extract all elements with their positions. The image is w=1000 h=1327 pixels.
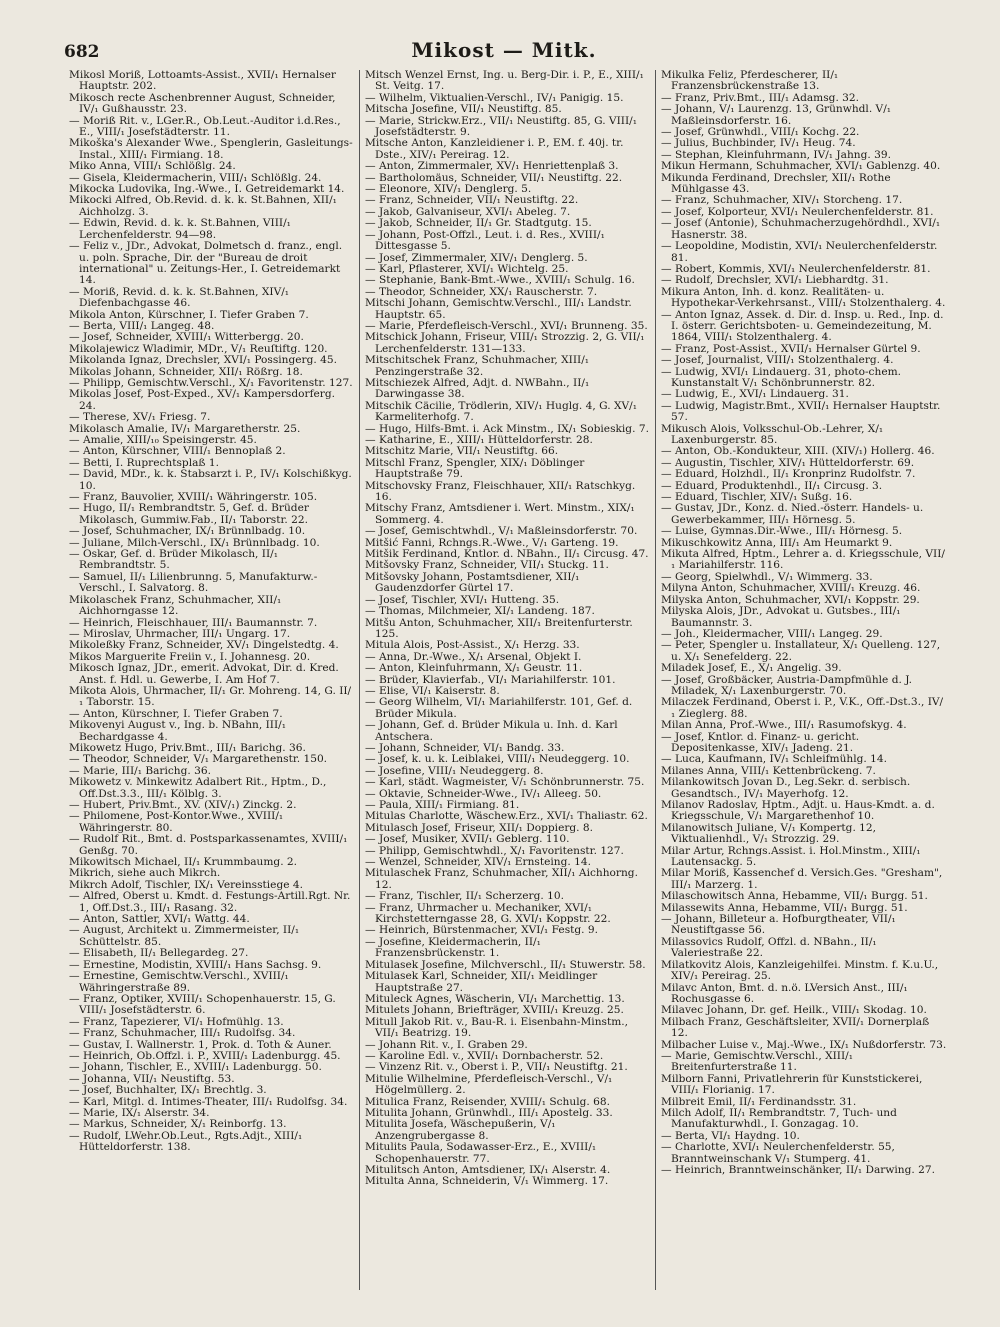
directory-entry: — Joh., Kleidermacher, VIII/₁ Langeg. 29. bbox=[661, 627, 883, 640]
directory-entry: — Anton, Zimmermaler, XV/₁ Henriettenplaß 3. bbox=[365, 160, 619, 173]
directory-entry: — Karl, städt. Wagmeister, V/₁ Schönbrunnerstr. 75. bbox=[365, 776, 645, 789]
directory-entry: — Elisabeth, II/₁ Bellegardeg. 27. bbox=[69, 947, 249, 960]
directory-entry: — Philipp, Gemischtw.Verschl., X/₁ Favoritenstr. 127. bbox=[69, 376, 353, 389]
directory-entry: — Rudolf, Drechsler, XVI/₁ Liebhardtg. 31. bbox=[661, 274, 889, 287]
directory-entry: Milyska Anton, Schuhmacher, XVI/₁ Koppstr. 29. bbox=[661, 593, 920, 606]
directory-entry: — Jakob, Schneider, II/₁ Gr. Stadtgutg. 15. bbox=[365, 217, 592, 230]
directory-entry: — Josef, Musiker, XVII/₁ Geblerg. 110. bbox=[365, 833, 570, 846]
directory-entry: Mikusch Alois, Volksschul-Ob.-Lehrer, X/₁ Laxenburgerstr. 85. bbox=[661, 422, 884, 446]
directory-entry: — Marie, Pferdefleisch-Verschl., XVI/₁ Brunneng. 35. bbox=[365, 319, 648, 332]
directory-entry: — August, Architekt u. Zimmermeister, II/₁ Schüttelstr. 85. bbox=[69, 924, 300, 948]
directory-entry: — Hugo, II/₁ Rembrandtstr. 5, Gef. d. Brüder Mikolasch, Gummiw.Fab., II/₁ Taborstr. 22. bbox=[69, 502, 309, 526]
directory-entry: Mitulaschek Franz, Schuhmacher, XII/₁ Aichhorng. 12. bbox=[365, 867, 638, 891]
directory-entry: Mitschitschek Franz, Schuhmacher, XIII/₁ Penzingerstraße 32. bbox=[365, 354, 590, 378]
directory-entry: Milan Anna, Prof.-Wwe., III/₁ Rasumofskyg. 4. bbox=[661, 719, 907, 732]
directory-entry: — Josef, Schneider, XVIII/₁ Witterbergg. 20. bbox=[69, 331, 304, 344]
directory-entry: Milanes Anna, VIII/₁ Kettenbrückeng. 7. bbox=[661, 764, 876, 777]
directory-entry: — Marie, Gemischtw.Verschl., XIII/₁ Breitenfurterstraße 11. bbox=[661, 1049, 853, 1074]
directory-entry: — Johann, Schneider, VI/₁ Bandg. 33. bbox=[365, 741, 565, 754]
directory-entry: Mikuschkowitz Anna, III/₁ Am Heumarkt 9. bbox=[661, 536, 893, 549]
directory-entry: — Elise, VI/₁ Kaiserstr. 8. bbox=[365, 684, 500, 697]
directory-entry: — Markus, Schneider, X/₁ Reinborfg. 13. bbox=[69, 1118, 287, 1131]
directory-entry: Mitulas Charlotte, Wäschew.Erz., XVI/₁ Thaliastr. 62. bbox=[365, 810, 648, 823]
directory-entry: Milar Artur, Rchngs.Assist. i. Hol.Minstm., XIII/₁ Lautensackg. 5. bbox=[661, 844, 921, 869]
directory-entry: Mikunda Ferdinand, Drechsler, XII/₁ Rothe Mühlgasse 43. bbox=[661, 171, 891, 196]
directory-entry: — Betti, I. Ruprechtsplaß 1. bbox=[69, 456, 219, 469]
directory-entry: Mitschitz Marie, VII/₁ Neustiftg. 66. bbox=[365, 445, 559, 458]
directory-entry: Mikuta Alfred, Hptm., Lehrer a. d. Kriegsschule, VII/₁ Mariahilferstr. 116. bbox=[661, 548, 945, 572]
directory-entry: Mitschick Johann, Friseur, VIII/₁ Strozzig. 2, G. VII/₁ Lerchenfelderstr. 131—133. bbox=[365, 331, 645, 355]
directory-entry: Mikolas Josef, Post-Exped., XV/₁ Kampersdorferg. 24. bbox=[69, 388, 335, 412]
page-header bbox=[64, 36, 944, 70]
directory-entry: Mitschl Franz, Spengler, XIX/₁ Döblinger Hauptstraße 79. bbox=[365, 456, 585, 481]
directory-entry: — Ernestine, Modistin, XVIII/₁ Hans Sachsg. 9. bbox=[69, 958, 322, 971]
directory-entry: Mitulitsch Anton, Amtsdiener, IX/₁ Alserstr. 4. bbox=[365, 1164, 611, 1176]
directory-entry: Mitull Jakob Rit. v., Bau-R. i. Eisenbahn-Minstm., VII/₁ Beatrizg. 19. bbox=[365, 1015, 628, 1040]
directory-entry: Miko Anna, VIII/₁ Schlößlg. 24. bbox=[69, 160, 236, 173]
directory-entry: — Eduard, Produktenhdl., II/₁ Circusg. 3. bbox=[661, 479, 883, 492]
directory-entry: — Franz, Schneider, VII/₁ Neustiftg. 22. bbox=[365, 194, 579, 207]
directory-entry: Milankowitsch Jovan D., Leg.Sekr. d. serbisch. Gesandtsch., IV/₁ Mayerhofg. 12. bbox=[661, 776, 911, 800]
directory-entry: — Berta, VI/₁ Haydng. 10. bbox=[661, 1129, 800, 1142]
directory-entry: — Eduard, Holzhdl., II/₁ Kronprinz Rudolfstr. 7. bbox=[661, 468, 916, 481]
directory-entry: — Johanna, VII/₁ Neustiftg. 53. bbox=[69, 1072, 235, 1085]
directory-entry: Mikoška's Alexander Wwe., Spenglerin, Gasleitungs-Instal., XIII/₁ Firmiang. 18. bbox=[69, 137, 353, 161]
directory-entry: — Gustav, I. Wallnerstr. 1, Prok. d. Toth & Auner. bbox=[69, 1038, 332, 1051]
directory-entry: Mikosl Moriß, Lottoamts-Assist., XVII/₁ Hernalser Hauptstr. 202. bbox=[69, 70, 336, 93]
directory-entry: — Stephanie, Bank-Bmt.-Wwe., XVIII/₁ Schulg. 16. bbox=[365, 274, 635, 287]
directory-entry: Mikocka Ludovika, Ing.-Wwe., I. Getreidemarkt 14. bbox=[69, 183, 345, 196]
directory-entry: — Anna, Dr.-Wwe., X/₁ Arsenal, Objekt I. bbox=[365, 650, 582, 663]
directory-entry: — Jakob, Galvaniseur, XVI/₁ Abeleg. 7. bbox=[365, 205, 571, 218]
directory-entry: Mikovenyi August v., Ing. b. NBahn, III/₁ Bechardgasse 4. bbox=[69, 719, 286, 743]
directory-entry: — Brüder, Klavierfab., VI/₁ Mariahilferstr. 101. bbox=[365, 673, 616, 686]
directory-entry: — Josef, Journalist, VIII/₁ Stolzenthalerg. 4. bbox=[661, 354, 894, 367]
directory-entry: — Karl, Mitgl. d. Intimes-Theater, III/₁ Rudolfsg. 34. bbox=[69, 1095, 348, 1108]
directory-entry: Mikura Anton, Inh. d. konz. Realitäten- u. Hypothekar-Verkehrsanst., VIII/₁ Stolzenthalerg. 4. bbox=[661, 285, 946, 310]
directory-entry: — Bartholomäus, Schneider, VII/₁ Neustiftg. 22. bbox=[365, 171, 623, 184]
directory-entry: — Paula, XIII/₁ Firmiang. 81. bbox=[365, 799, 520, 811]
directory-entry: Mitschovsky Franz, Fleischhauer, XII/₁ Ratschkyg. 16. bbox=[365, 479, 636, 504]
directory-entry: Mitulica Franz, Reisender, XVIII/₁ Schulg. 68. bbox=[365, 1095, 610, 1108]
directory-entry: — Josef, Tischler, XVI/₁ Hutteng. 35. bbox=[365, 593, 560, 606]
directory-entry: — Luca, Kaufmann, IV/₁ Schleifmühlg. 14. bbox=[661, 753, 887, 766]
directory-entry: Mitschy Franz, Amtsdiener i. Wert. Minstm., XIX/₁ Sommerg. 4. bbox=[365, 502, 635, 526]
directory-entry: — Hubert, Priv.Bmt., XV. (XIV/₁) Zinckg. 2. bbox=[69, 799, 297, 811]
directory-entry: — Franz, Bauvolier, XVIII/₁ Währingerstr. 105. bbox=[69, 491, 318, 504]
directory-entry: — Josef, Grünwhdl., VIII/₁ Kochg. 22. bbox=[661, 126, 860, 139]
directory-entry: — Josef, Schuhmacher, IX/₁ Brünnlbadg. 10. bbox=[69, 525, 306, 538]
directory-entry: Mikocki Alfred, Ob.Revid. d. k. k. St.Bahnen, XII/₁ Aichholzg. 3. bbox=[69, 194, 337, 218]
directory-entry: — Josefine, VIII/₁ Neudeggerg. 8. bbox=[365, 764, 544, 777]
directory-entry: Milavec Johann, Dr. gef. Heilk., VIII/₁ Skodag. 10. bbox=[661, 1004, 927, 1017]
directory-entry: — Johann, V/₁ Laurenzg. 13, Grünwhdl. V/₁ Maßleinsdorferstr. 16. bbox=[661, 103, 892, 127]
directory-entry: — Johann Rit. v., I. Graben 29. bbox=[365, 1038, 528, 1051]
directory-entry: — Leopoldine, Modistin, XVI/₁ Neulerchenfelderstr. 81. bbox=[661, 240, 938, 264]
directory-entry: Mikowetz v. Minkewitz Adalbert Rit., Hptm., D., Off.Dst.3.3., III/₁ Kölblg. 3. bbox=[69, 776, 327, 800]
directory-entry: — David, MDr., k. k. Stabsarzt i. P., IV/₁ Kolschißkyg. 10. bbox=[69, 468, 352, 492]
directory-entry: — Josef, Kntlor. d. Finanz- u. gericht. Depositenkasse, XIV/₁ Jadeng. 21. bbox=[661, 730, 860, 754]
directory-entry: — Gisela, Kleidermacherin, VIII/₁ Schlößlg. 24. bbox=[69, 171, 322, 184]
directory-entry: — Josef (Antonie), Schuhmacherzugehördhdl., XVI/₁ Hasnerstr. 38. bbox=[661, 217, 941, 241]
directory-entry: — Heinrich, Ob.Offzl. i. P., XVIII/₁ Ladenburgg. 45. bbox=[69, 1049, 341, 1062]
directory-entry: — Marie, III/₁ Barichg. 36. bbox=[69, 764, 211, 777]
directory-entry: Milyska Alois, JDr., Advokat u. Gutsbes., III/₁ Baumannstr. 3. bbox=[661, 605, 901, 629]
directory-entry: Mitulasek Karl, Schneider, XII/₁ Meidlinger Hauptstraße 27. bbox=[365, 970, 598, 994]
directory-entry: Mikrich, siehe auch Mikrch. bbox=[69, 867, 221, 880]
directory-entry: Milar Moriß, Kassenchef d. Versich.Ges. "Gresham", III/₁ Marzerg. 1. bbox=[661, 867, 943, 891]
directory-entry: Mitšovsky Johann, Postamtsdiener, XII/₁ Gaudenzdorfer Gürtel 17. bbox=[365, 570, 580, 595]
directory-entry: — Franz, Uhrmacher u. Mechaniker, XVI/₁ Kirchstetterngasse 28, G. XVI/₁ Koppstr. 22. bbox=[365, 901, 611, 926]
directory-entry: Mikolas Johann, Schneider, XII/₁ Rößrg. 18. bbox=[69, 365, 303, 378]
directory-entry: — Ludwig, E., XVI/₁ Lindauerg. 31. bbox=[661, 388, 849, 401]
directory-entry: Mikulka Feliz, Pferdescherer, II/₁ Franzensbrückenstraße 13. bbox=[661, 70, 839, 93]
directory-entry: — Feliz v., JDr., Advokat, Dolmetsch d. franz., engl. u. poln. Sprache, Dir. der "Bureau de droit international" u. Zeitungs-Her., I. Getreidemarkt 14. bbox=[69, 240, 343, 287]
directory-entry: — Heinrich, Branntweinschänker, II/₁ Darwing. 27. bbox=[661, 1164, 935, 1176]
directory-entry: Mitšić Fanni, Rchngs.R.-Wwe., V/₁ Garteng. 19. bbox=[365, 536, 619, 549]
directory-entry: Mikowitsch Michael, II/₁ Krummbaumg. 2. bbox=[69, 856, 298, 869]
directory-entry: — Berta, VIII/₁ Langeg. 48. bbox=[69, 319, 215, 332]
directory-entry: — Charlotte, XVI/₁ Neulerchenfelderstr. 55, Branntweinschank V/₁ Stumperg. 41. bbox=[661, 1141, 895, 1165]
columns-container bbox=[64, 70, 952, 1290]
directory-entry: — Johann, Gef. d. Brüder Mikula u. Inh. d. Karl Antschera. bbox=[365, 719, 618, 743]
directory-entry: — Josefine, Kleidermacherin, II/₁ Franzensbrückenstr. 1. bbox=[365, 935, 541, 960]
directory-entry: Mitschik Cäcilie, Trödlerin, XIV/₁ Huglg. 4, G. XV/₁ Karmeliterhofg. 7. bbox=[365, 399, 637, 424]
directory-entry: — Josef, Kolporteur, XVI/₁ Neulerchenfelderstr. 81. bbox=[661, 205, 934, 218]
directory-entry: Milassovics Rudolf, Offzl. d. NBahn., II/₁ Valeriestraße 22. bbox=[661, 935, 877, 960]
column-3 bbox=[656, 70, 952, 1290]
directory-entry: Mitulasch Josef, Friseur, XII/₁ Doppierg. 8. bbox=[365, 821, 594, 834]
directory-entry: — Georg, Spielwhdl., V/₁ Wimmerg. 33. bbox=[661, 570, 873, 583]
directory-entry: — Philomene, Post-Kontor.Wwe., XVIII/₁ Währingerstr. 80. bbox=[69, 810, 284, 834]
directory-entry: — Heinrich, Fleischhauer, III/₁ Baumannstr. 7. bbox=[69, 616, 318, 629]
directory-entry: Mitšu Anton, Schuhmacher, XII/₁ Breitenfurterstr. 125. bbox=[365, 616, 633, 640]
directory-entry: — Vinzenz Rit. v., Oberst i. P., VII/₁ Neustiftg. 21. bbox=[365, 1061, 628, 1074]
directory-entry: Mitulta Anna, Schneiderin, V/₁ Wimmerg. 17. bbox=[365, 1175, 609, 1188]
directory-entry: Mikrch Adolf, Tischler, IX/₁ Vereinsstiege 4. bbox=[69, 878, 303, 891]
directory-entry: Mitulie Wilhelmine, Pferdefleisch-Verschl., V/₁ Högelmüllerg. 2. bbox=[365, 1072, 613, 1097]
directory-entry: Milbacher Luise v., Maj.-Wwe., IX/₁ Nußdorferstr. 73. bbox=[661, 1038, 947, 1051]
directory-entry: — Josef, Buchhalter, IX/₁ Brechtlg. 3. bbox=[69, 1084, 267, 1097]
directory-entry: Mitulets Johann, Briefträger, XVIII/₁ Kreuzg. 25. bbox=[365, 1004, 624, 1017]
directory-entry: Miladek Josef, E., X/₁ Angelig. 39. bbox=[661, 662, 842, 675]
directory-entry: — Katharine, E., XIII/₁ Hütteldorferstr. 28. bbox=[365, 434, 593, 446]
directory-entry: — Franz, Optiker, XVIII/₁ Schopenhauerstr. 15, G. VIII/₁ Josefstädterstr. 6. bbox=[69, 992, 336, 1017]
directory-entry: — Franz, Schuhmacher, XIV/₁ Storcheng. 17. bbox=[661, 194, 903, 207]
directory-entry: — Georg Wilhelm, VI/₁ Mariahilferstr. 101, Gef. d. Brüder Mikula. bbox=[365, 696, 633, 720]
page-number: 682 bbox=[64, 42, 100, 62]
directory-entry: Milbreit Emil, II/₁ Ferdinandsstr. 31. bbox=[661, 1095, 857, 1108]
directory-entry: Mikolaschek Franz, Schuhmacher, XII/₁ Aichhorngasse 12. bbox=[69, 593, 282, 618]
directory-entry: Mikola Anton, Kürschner, I. Tiefer Graben 7. bbox=[69, 308, 309, 321]
directory-entry: Mikoleßky Franz, Schneider, XV/₁ Dingelstedtg. 4. bbox=[69, 639, 339, 652]
directory-entry: Mikos Marguerite Freiin v., I. Johannesg. 20. bbox=[69, 650, 311, 663]
directory-entry: — Luise, Gymnas.Dir.-Wwe., III/₁ Hörnesg. 5. bbox=[661, 525, 903, 538]
directory-entry: — Johann, Billeteur a. Hofburgtheater, VII/₁ Neustiftgasse 56. bbox=[661, 913, 896, 937]
directory-entry: Mikosch recte Aschenbrenner August, Schneider, IV/₁ Gußhausstr. 23. bbox=[69, 91, 336, 116]
directory-entry: Milborn Fanni, Privatlehrerin für Kunststickerei, VIII/₁ Florianig. 17. bbox=[661, 1072, 923, 1097]
directory-entry: — Therese, XV/₁ Friesg. 7. bbox=[69, 411, 211, 424]
directory-entry: — Thomas, Milchmeier, XI/₁ Landeng. 187. bbox=[365, 605, 595, 618]
directory-entry: — Marie, Strickw.Erz., VII/₁ Neustiftg. 85, G. VIII/₁ Josefstädterstr. 9. bbox=[365, 114, 637, 139]
directory-entry: Milanov Radoslav, Hptm., Adjt. u. Haus-Kmdt. a. d. Kriegsschule, V/₁ Margarethenhof 10. bbox=[661, 799, 935, 823]
directory-entry: — Franz, Tapezierer, VI/₁ Hofmühlg. 13. bbox=[69, 1015, 284, 1028]
directory-entry: Mikun Hermann, Schuhmacher, XVI/₁ Gablenzg. 40. bbox=[661, 160, 941, 173]
directory-entry: Milavc Anton, Bmt. d. n.ö. LVersich Anst., III/₁ Rochusgasse 6. bbox=[661, 981, 908, 1005]
directory-entry: Mitšovsky Franz, Schneider, VII/₁ Stuckg. 11. bbox=[365, 559, 609, 572]
directory-entry: — Alfred, Oberst u. Kmdt. d. Festungs-Artill.Rgt. Nr. 1, Off.Dst.3., III/₁ Rasang. 32. bbox=[69, 890, 351, 914]
directory-entry: Milch Adolf, II/₁ Rembrandtstr. 7, Tuch- und Manufakturwhdl., I. Gonzagag. 10. bbox=[661, 1106, 897, 1131]
directory-entry: Milatkovitz Alois, Kanzleigehilfei. Minstm. f. K.u.U., XIV/₁ Pereirag. 25. bbox=[661, 958, 939, 983]
column-2 bbox=[360, 70, 656, 1290]
directory-entry: — Rudolf, LWehr.Ob.Leut., Rgts.Adjt., XIII/₁ Hütteldorferstr. 138. bbox=[69, 1129, 303, 1154]
directory-entry: Mikolasch Amalie, IV/₁ Margaretherstr. 25. bbox=[69, 422, 301, 435]
directory-entry: — Josef, k. u. k. Leiblakei, VIII/₁ Neudeggerg. 10. bbox=[365, 753, 630, 766]
directory-entry: — Josef, Großbäcker, Austria-Dampfmühle d. J. Miladek, X/₁ Laxenburgerstr. 70. bbox=[661, 673, 913, 697]
directory-entry: — Samuel, II/₁ Lilienbrunng. 5, Manufakturw.-Verschl., I. Salvatorg. 8. bbox=[69, 570, 318, 595]
directory-entry: — Karl, Pflasterer, XVI/₁ Wichtelg. 25. bbox=[365, 262, 569, 275]
directory-entry: — Philipp, Gemischtwhdl., X/₁ Favoritenstr. 127. bbox=[365, 844, 624, 857]
directory-entry: — Ludwig, Magistr.Bmt., XVII/₁ Hernalser Hauptstr. 57. bbox=[661, 399, 941, 424]
directory-entry: — Josef, Zimmermaler, XIV/₁ Denglerg. 5. bbox=[365, 251, 588, 264]
directory-entry: — Amalie, XIII/₁₀ Speisingerstr. 45. bbox=[69, 434, 257, 446]
directory-entry: — Peter, Spengler u. Installateur, X/₁ Quelleng. 127, u. X/₁ Senefelderg. 22. bbox=[661, 639, 941, 663]
directory-entry: Mikosch Ignaz, JDr., emerit. Advokat, Dir. d. Kred. Anst. f. Hdl. u. Gewerbe, I. Am Hof 7. bbox=[69, 662, 339, 686]
directory-entry: — Ludwig, XVI/₁ Lindauerg. 31, photo-chem. Kunstanstalt V/₁ Schönbrunnerstr. 82. bbox=[661, 365, 901, 389]
directory-entry: Milaczek Ferdinand, Oberst i. P., V.K., Off.-Dst.3., IV/₁ Zieglerg. 88. bbox=[661, 696, 944, 720]
directory-entry: — Franz, Schuhmacher, III/₁ Rudolfsg. 34. bbox=[69, 1027, 296, 1040]
directory-entry: — Wilhelm, Viktualien-Verschl., IV/₁ Panigig. 15. bbox=[365, 91, 624, 104]
directory-entry: — Theodor, Schneider, XX/₁ Rauscherstr. 7. bbox=[365, 285, 598, 298]
directory-entry: Mitscha Josefine, VII/₁ Neustiftg. 85. bbox=[365, 103, 562, 116]
directory-entry: — Josef, Gemischtwhdl., V/₁ Maßleinsdorferstr. 70. bbox=[365, 525, 638, 538]
directory-entry: — Anton Ignaz, Assek. d. Dir. d. Insp. u. Red., Inp. d. I. österr. Gerichtsboten- u. Gemeindezeitung, M. 1864, VIII/₁ Stolzenthalerg. 4. bbox=[661, 308, 944, 344]
directory-entry: Mitšik Ferdinand, Kntlor. d. NBahn., II/₁ Circusg. 47. bbox=[365, 548, 649, 561]
directory-entry: Mikota Alois, Uhrmacher, II/₁ Gr. Mohreng. 14, G. II/₁ Taborstr. 15. bbox=[69, 684, 352, 709]
directory-entry: — Wenzel, Schneider, XIV/₁ Ernsteing. 14. bbox=[365, 856, 591, 869]
directory-entry: Mitula Alois, Post-Assist., X/₁ Herzg. 33. bbox=[365, 639, 580, 652]
directory-entry: — Oskar, Gef. d. Brüder Mikolasch, II/₁ Rembrandtstr. 5. bbox=[69, 548, 278, 572]
directory-entry: — Oktavie, Schneider-Wwe., IV/₁ Alleeg. 50. bbox=[365, 787, 602, 800]
directory-entry: Mitulita Josefa, Wäschepußerin, V/₁ Anzengrubergasse 8. bbox=[365, 1118, 556, 1142]
directory-entry: — Stephan, Kleinfuhrmann, IV/₁ Jahng. 39. bbox=[661, 148, 891, 161]
directory-entry: — Moriß Rit. v., LGer.R., Ob.Leut.-Auditor i.d.Res., E., VIII/₁ Josefstädterstr. 11. bbox=[69, 114, 341, 139]
directory-entry: Mitulasek Josefine, Milchverschl., II/₁ Stuwerstr. 58. bbox=[365, 958, 646, 971]
directory-entry: Milyna Anton, Schuhmacher, XVIII/₁ Kreuzg. 46. bbox=[661, 582, 921, 595]
directory-entry: — Anton, Sattler, XVI/₁ Wattg. 44. bbox=[69, 913, 250, 926]
directory-entry: Milaschowitsch Anna, Hebamme, VII/₁ Burgg. 51. bbox=[661, 890, 928, 903]
directory-entry: Milbach Franz, Geschäftsleiter, XVII/₁ Dornerplaß 12. bbox=[661, 1015, 930, 1040]
directory-entry: — Johann, Post-Offzl., Leut. i. d. Res., XVIII/₁ Dittesgasse 5. bbox=[365, 228, 605, 253]
directory-entry: Mitsch Wenzel Ernst, Ing. u. Berg-Dir. i. P., E., XIII/₁ St. Veitg. 17. bbox=[365, 70, 644, 93]
directory-entry: — Anton, Kürschner, VIII/₁ Bennoplaß 2. bbox=[69, 445, 286, 458]
directory-entry: — Anton, Kürschner, I. Tiefer Graben 7. bbox=[69, 707, 283, 720]
directory-entry: Milassewits Anna, Hebamme, VII/₁ Burgg. 51. bbox=[661, 901, 908, 914]
directory-entry: Mituleck Agnes, Wäscherin, VI/₁ Marchettig. 13. bbox=[365, 992, 625, 1005]
directory-entry: — Anton, Kleinfuhrmann, X/₁ Geustr. 11. bbox=[365, 662, 583, 675]
directory-entry: — Franz, Priv.Bmt., III/₁ Adamsg. 32. bbox=[661, 91, 860, 104]
directory-entry: — Karoline Edl. v., XVII/₁ Dornbacherstr. 52. bbox=[365, 1049, 604, 1062]
directory-entry: — Moriß, Revid. d. k. k. St.Bahnen, XIV/₁ Diefenbachgasse 46. bbox=[69, 285, 290, 310]
directory-entry: Mikolajewicz Wladimir, MDr., V/₁ Reuſtiftg. 120. bbox=[69, 342, 328, 355]
directory-entry: — Juliane, Milch-Verschl., IX/₁ Brünnlbadg. 10. bbox=[69, 536, 320, 549]
directory-entry: — Ernestine, Gemischtw.Verschl., XVIII/₁ Währingerstraße 89. bbox=[69, 970, 289, 994]
directory-entry: — Heinrich, Bürstenmacher, XVI/₁ Festg. 9. bbox=[365, 924, 599, 937]
directory-entry: — Johann, Tischler, E., XVIII/₁ Ladenburgg. 50. bbox=[69, 1061, 322, 1074]
directory-entry: Mikolanda Ignaz, Drechsler, XVI/₁ Possingerg. 45. bbox=[69, 354, 337, 367]
directory-entry: Mitulits Paula, Sodawasser-Erz., E., XVIII/₁ Schopenhauerstr. 77. bbox=[365, 1141, 597, 1165]
directory-entry: — Marie, IX/₁ Alserstr. 34. bbox=[69, 1106, 210, 1119]
directory-entry: — Franz, Tischler, II/₁ Scherzerg. 10. bbox=[365, 890, 564, 903]
directory-entry: — Gustav, JDr., Konz. d. Nied.-österr. Handels- u. Gewerbekammer, III/₁ Hörnesg. 5. bbox=[661, 502, 924, 526]
column-1 bbox=[64, 70, 360, 1290]
directory-entry: Mitulita Johann, Grünwhdl., III/₁ Apostelg. 33. bbox=[365, 1106, 613, 1119]
directory-entry: — Theodor, Schneider, V/₁ Margarethenstr. 150. bbox=[69, 753, 328, 766]
directory-entry: — Anton, Ob.-Kondukteur, XIII. (XIV/₁) Hollerg. 46. bbox=[661, 445, 935, 458]
directory-entry: — Robert, Kommis, XVI/₁ Neulerchenfelderstr. 81. bbox=[661, 262, 931, 275]
directory-entry: — Miroslav, Uhrmacher, III/₁ Ungarg. 17. bbox=[69, 627, 291, 640]
directory-entry: — Edwin, Revid. d. k. k. St.Bahnen, VIII/₁ Lerchenfelderstr. 94—98. bbox=[69, 217, 291, 241]
directory-entry: Milanowitsch Juliane, V/₁ Kompertg. 12, Viktualienhdl., V/₁ Strozzig. 29. bbox=[661, 821, 877, 846]
directory-entry: — Julius, Buchbinder, IV/₁ Heug. 74. bbox=[661, 137, 856, 150]
running-head: Mikost — Mitk. bbox=[411, 38, 597, 62]
directory-entry: — Eduard, Tischler, XIV/₁ Sußg. 16. bbox=[661, 491, 853, 504]
directory-entry: — Franz, Post-Assist., XVII/₁ Hernalser Gürtel 9. bbox=[661, 342, 921, 355]
directory-entry: Mitschiezek Alfred, Adjt. d. NWBahn., II/₁ Darwingasse 38. bbox=[365, 376, 590, 401]
directory-entry: — Rudolf Rit., Bmt. d. Postsparkassenamtes, XVIII/₁ Genßg. 70. bbox=[69, 833, 348, 857]
directory-entry: — Hugo, Hilfs-Bmt. i. Ack Minstm., IX/₁ Sobieskig. 7. bbox=[365, 422, 649, 435]
directory-entry: — Eleonore, XIV/₁ Denglerg. 5. bbox=[365, 183, 532, 196]
directory-entry: Mitsche Anton, Kanzleidiener i. P., EM. f. 40j. tr. Dste., XIV/₁ Pereirag. 12. bbox=[365, 137, 624, 161]
directory-entry: Mitschi Johann, Gemischtw.Verschl., III/₁ Landstr. Hauptstr. 65. bbox=[365, 297, 632, 321]
directory-entry: — Augustin, Tischler, XIV/₁ Hütteldorferstr. 69. bbox=[661, 456, 915, 469]
directory-entry: Mikowetz Hugo, Priv.Bmt., III/₁ Barichg. 36. bbox=[69, 741, 306, 754]
